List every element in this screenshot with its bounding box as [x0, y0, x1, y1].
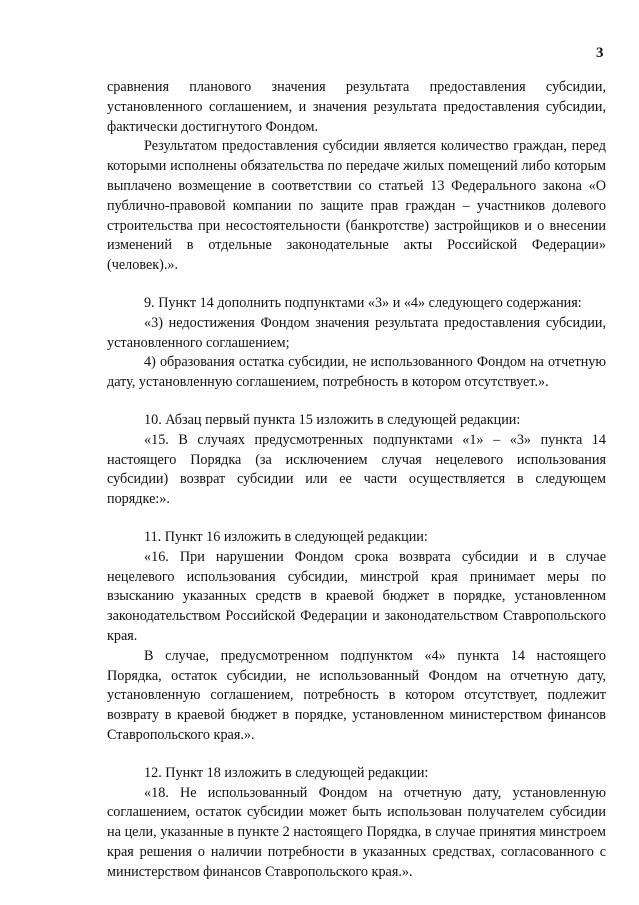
paragraph: 12. Пункт 18 изложить в следующей редакции:: [144, 764, 429, 781]
paragraph: «3) недостижения Фондом значения результата предоставления субсидии, установленного соглашением;: [107, 314, 606, 351]
paragraph: 10. Абзац первый пункта 15 изложить в следующей редакции:: [144, 411, 521, 428]
paragraph: Результатом предоставления субсидии является количество граждан, перед которыми исполнены обязательства по передаче жилых помещений либо которым выплачено возмещение в соответствии со статьей 13 Федерального закона «О публично-правовой компании по защите прав граждан – участников долевого строительства при несостоятельности (банкротстве) застройщиков и о внесении изменений в отдельные законодательные акты Российской Федерации» (человек).».: [107, 138, 606, 274]
page-number: 3: [596, 45, 604, 61]
paragraph: «16. При нарушении Фондом срока возврата субсидии и в случае нецелевого использования субсидии, минстрой края принимает меры по взысканию указанных средств в краевой бюджет в порядке, установленном законодательством Российской Федерации и законодательством Ставропольского края.: [107, 548, 606, 644]
paragraph: сравнения планового значения результата предоставления субсидии, установленного соглашением, и значения результата предоставления субсидии, фактически достигнутого Фондом.: [107, 79, 606, 135]
paragraph: В случае, предусмотренном подпунктом «4» пункта 14 настоящего Порядка, остаток субсидии, не использованный Фондом на отчетную дату, установленную соглашением, потребность в котором отсутствует, подлежит возврату в краевой бюджет в порядке, установленном министерством финансов Ставропольского края.».: [107, 647, 606, 743]
document-body: [107, 78, 606, 882]
paragraph: 4) образования остатка субсидии, не использованного Фондом на отчетную дату, установленную соглашением, потребность в котором отсутствует.».: [107, 354, 606, 391]
paragraph: «18. Не использованный Фондом на отчетную дату, установленную соглашением, остаток субсидии может быть использован получателем субсидии на цели, указанные в пункте 2 настоящего Порядка, в случае принятия минстроем края решения о наличии потребности в указанных средствах, согласованного с министерством финансов Ставропольского края.».: [107, 784, 606, 880]
paragraph: 9. Пункт 14 дополнить подпунктами «3» и «4» следующего содержания:: [144, 294, 582, 311]
paragraph: 11. Пункт 16 изложить в следующей редакции:: [144, 528, 428, 545]
paragraph: «15. В случаях предусмотренных подпунктами «1» – «3» пункта 14 настоящего Порядка (за исключением случая нецелевого использования субсидии) возврат субсидии или ее части осуществляется в следующем порядке:».: [107, 431, 606, 508]
